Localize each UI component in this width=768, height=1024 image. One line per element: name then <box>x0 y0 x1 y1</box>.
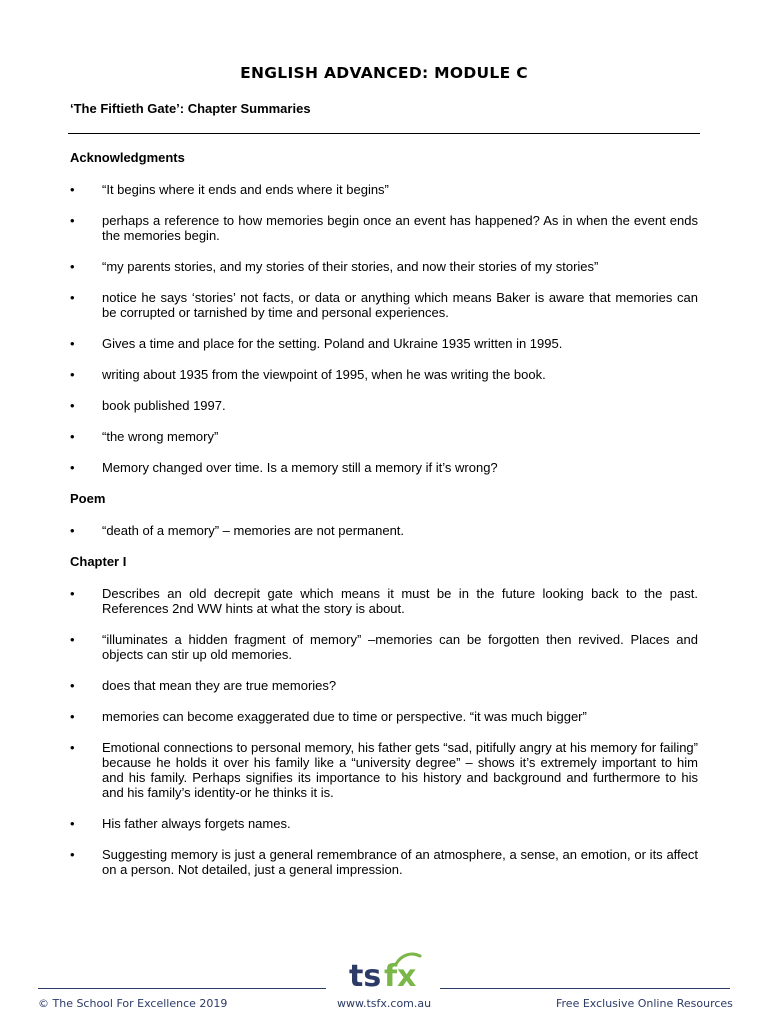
list-item-text: Describes an old decrepit gate which means it must be in the future looking back to the past. References 2nd WW hints at what the story is about. <box>102 586 698 616</box>
list-item <box>70 586 698 616</box>
section-heading-chapter-1: Chapter I <box>70 554 127 569</box>
list-item-text: perhaps a reference to how memories begin once an event has happened? As in when the event ends the memories begin. <box>102 213 698 243</box>
bullet-icon: • <box>70 847 75 862</box>
bullet-icon: • <box>70 586 75 601</box>
footer-copyright: © The School For Excellence 2019 <box>38 997 228 1010</box>
list-item-text: His father always forgets names. <box>102 816 291 831</box>
list-item <box>70 182 698 197</box>
list-item <box>70 367 698 382</box>
list-item <box>70 847 698 877</box>
list-item-text: Gives a time and place for the setting. Poland and Ukraine 1935 written in 1995. <box>102 336 563 351</box>
logo-wordmark-green: fx <box>384 959 417 994</box>
footer-rule-left <box>38 988 326 989</box>
section-heading-poem: Poem <box>70 491 106 506</box>
bullet-icon: • <box>70 429 75 444</box>
tsfx-logo <box>346 950 426 994</box>
bullet-icon: • <box>70 678 75 693</box>
footer-website-link[interactable]: www.tsfx.com.au <box>337 997 432 1010</box>
section-heading-acknowledgments: Acknowledgments <box>70 150 185 165</box>
bullet-icon: • <box>70 367 75 382</box>
bullet-icon: • <box>70 290 75 305</box>
list-item <box>70 816 698 831</box>
bullet-icon: • <box>70 182 75 197</box>
list-item-text: “It begins where it ends and ends where it begins” <box>102 182 389 197</box>
bullet-icon: • <box>70 816 75 831</box>
bullet-icon: • <box>70 398 75 413</box>
list-item-text: notice he says ‘stories’ not facts, or data or anything which means Baker is aware that memories can be corrupted or tarnished by time and personal experiences. <box>102 290 698 320</box>
document-subtitle: ‘The Fiftieth Gate’: Chapter Summaries <box>70 101 311 116</box>
list-item <box>70 213 698 243</box>
list-item-text: “the wrong memory” <box>102 429 219 444</box>
list-item-text: Memory changed over time. Is a memory still a memory if it’s wrong? <box>102 460 498 475</box>
document-title: ENGLISH ADVANCED: MODULE C <box>240 64 528 82</box>
list-item <box>70 336 698 351</box>
list-item-text: memories can become exaggerated due to time or perspective. “it was much bigger” <box>102 709 587 724</box>
list-item-text: does that mean they are true memories? <box>102 678 337 693</box>
bullet-icon: • <box>70 336 75 351</box>
document-body <box>70 150 698 893</box>
list-item <box>70 523 698 538</box>
list-item-text: Suggesting memory is just a general remembrance of an atmosphere, a sense, an emotion, or its affect on a person. Not detailed, just a general impression. <box>102 847 698 877</box>
list-item-text: Emotional connections to personal memory, his father gets “sad, pitifully angry at his memory for failing” because he holds it over his family like a “university degree” – shows it’s extremely important to him and his family. Perhaps signifies its importance to his history and background and furthermore to his and his family’s identity-or he thinks it is. <box>102 740 698 800</box>
list-item <box>70 632 698 662</box>
list-item-text: writing about 1935 from the viewpoint of 1995, when he was writing the book. <box>102 367 546 382</box>
logo-wordmark: ts <box>349 959 382 994</box>
list-item-text: “death of a memory” – memories are not permanent. <box>102 523 405 538</box>
list-item <box>70 259 698 274</box>
list-item <box>70 398 698 413</box>
bullet-icon: • <box>70 460 75 475</box>
bullet-icon: • <box>70 632 75 647</box>
list-item <box>70 678 698 693</box>
list-item-text: “my parents stories, and my stories of their stories, and now their stories of my stories” <box>102 259 599 274</box>
bullet-icon: • <box>70 740 75 755</box>
footer-rule-right <box>440 988 730 989</box>
list-item <box>70 740 698 800</box>
list-item <box>70 429 698 444</box>
list-item-text: book published 1997. <box>102 398 226 413</box>
list-item-text: “illuminates a hidden fragment of memory” –memories can be forgotten then revived. Places and objects can stir up old memories. <box>102 632 698 662</box>
bullet-icon: • <box>70 213 75 228</box>
list-item <box>70 709 698 724</box>
bullet-icon: • <box>70 259 75 274</box>
list-item <box>70 460 698 475</box>
bullet-icon: • <box>70 709 75 724</box>
bullet-icon: • <box>70 523 75 538</box>
list-item <box>70 290 698 320</box>
header-rule <box>68 133 700 134</box>
footer-resources: Free Exclusive Online Resources <box>556 997 733 1010</box>
